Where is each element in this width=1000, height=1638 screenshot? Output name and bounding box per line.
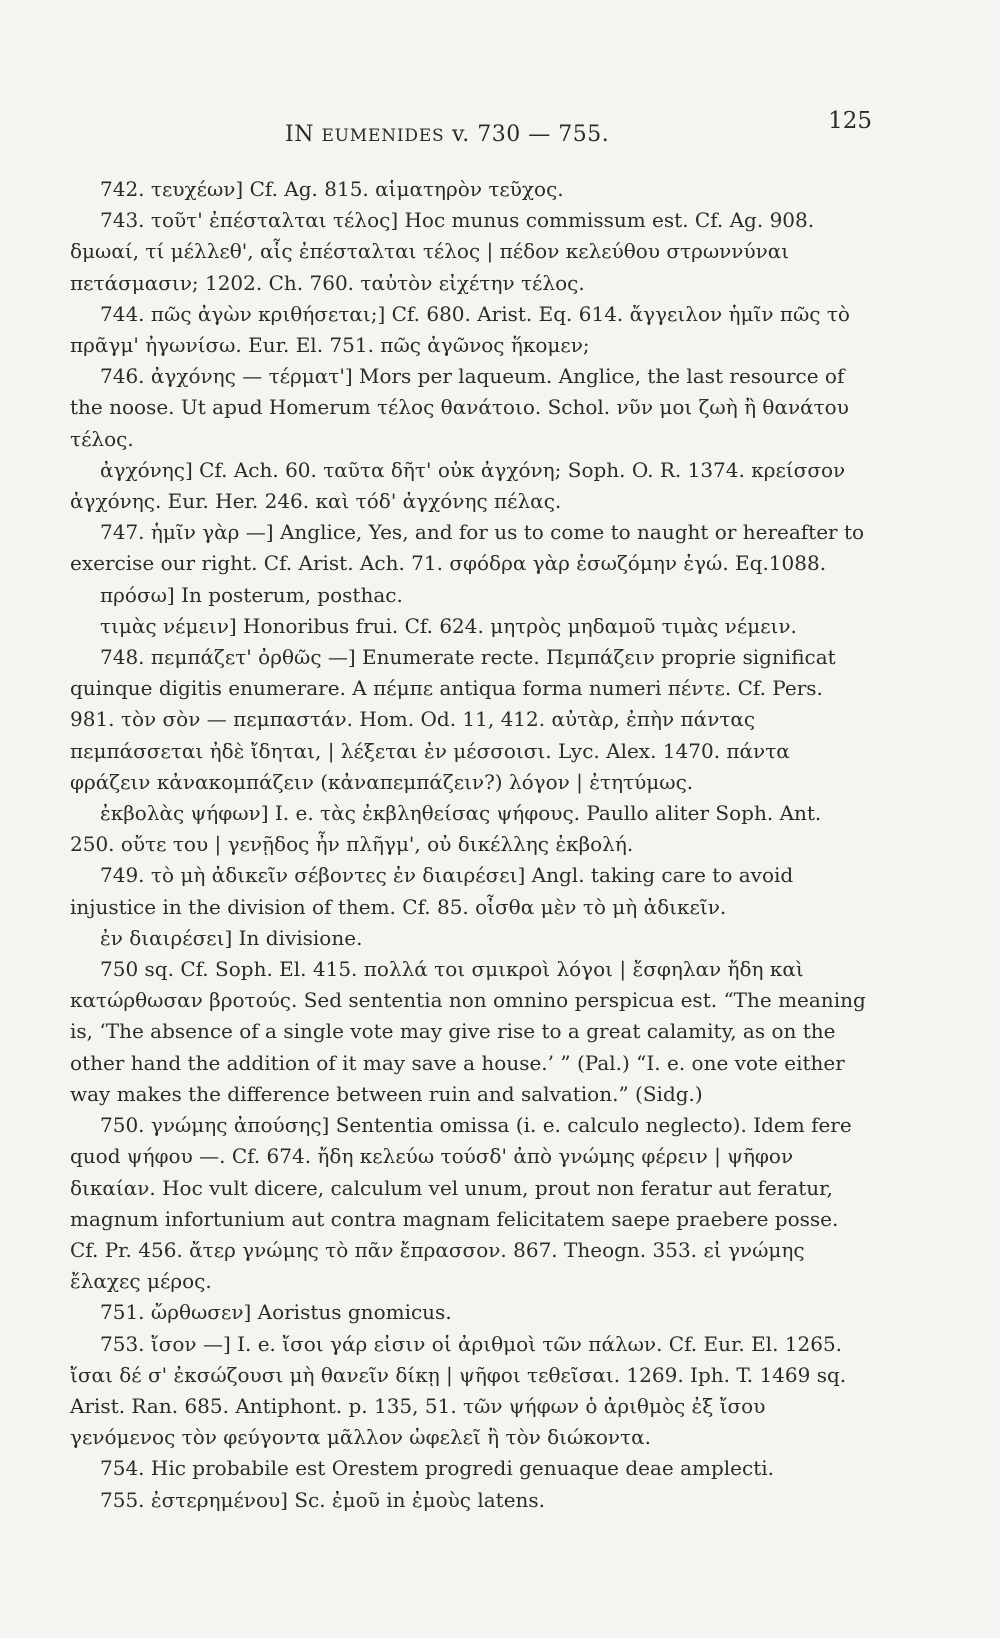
commentary-notes: [70, 174, 868, 1516]
running-title-work: EUMENIDES: [321, 126, 445, 146]
commentary-note: πρόσω] In posterum, posthac.: [100, 582, 403, 607]
commentary-note: 748. πεμπάζετ' ὀρθῶς —] Enumerate recte. Πεμπάζειν proprie significat quinque digitis enumerare. A πέμπε antiqua forma numeri πέντε. Cf. Pers. 981. τὸν σὸν — πεμπαστάν. Hom. Od. 11, 412. αὐτὰρ, ἐπὴν πάντας πεμπάσσεται ἠδὲ ἴδηται, | λέξεται ἐν μέσσοισι. Lyc. Alex. 1470. πάντα φράζειν κἀνακομπάζειν (κἀναπεμπάζειν?) λόγον | ἐτητύμως.: [70, 645, 836, 794]
running-title-prefix: IN: [285, 122, 314, 147]
running-title-verses: v. 730 — 755.: [451, 122, 610, 147]
commentary-note: 749. τὸ μὴ ἀδικεῖν σέβοντες ἐν διαιρέσει] Angl. taking care to avoid injustice in the division of them. Cf. 85. οἶσθα μὲν τὸ μὴ ἀδικεῖν.: [70, 863, 794, 919]
commentary-note: 746. ἀγχόνης — τέρματ'] Mors per laqueum. Anglice, the last resource of the noose. Ut apud Homerum τέλος θανάτοιο. Schol. νῦν μοι ζωὴ ἢ θανάτου τέλος.: [70, 364, 849, 451]
commentary-note: 742. τευχέων] Cf. Ag. 815. αἱματηρὸν τεῦχος.: [100, 177, 564, 201]
commentary-note: 750. γνώμης ἀπούσης] Sententia omissa (i. e. calculo neglecto). Idem fere quod ψήφου —. Cf. 674. ἤδη κελεύω τούσδ' ἀπὸ γνώμης φέρειν | ψῆφον δικαίαν. Hoc vult dicere, calculum vel unum, prout non feratur aut feratur, magnum infortunium aut contra magnam felicitatem saepe praebere posse. Cf. Pr. 456. ἄτερ γνώμης τὸ πᾶν ἔπρασσον. 867. Theogn. 353. εἰ γνώμης ἔλαχες μέρος.: [70, 1113, 852, 1294]
running-title: [285, 122, 609, 147]
commentary-note: 744. πῶς ἀγὼν κριθήσεται;] Cf. 680. Arist. Eq. 614. ἄγγειλον ἡμῖν πῶς τὸ πρᾶγμ' ἠγωνίσω. Eur. El. 751. πῶς ἀγῶνος ἥκομεν;: [70, 301, 850, 358]
commentary-note: 753. ἴσον —] I. e. ἴσοι γάρ εἰσιν οἱ ἀριθμοὶ τῶν πάλων. Cf. Eur. El. 1265. ἴσαι δέ σ' ἐκσώζουσι μὴ θανεῖν δίκῃ | ψῆφοι τεθεῖσαι. 1269. Iph. T. 1469 sq. Arist. Ran. 685. Antiphont. p. 135, 51. τῶν ψήφων ὁ ἀριθμὸς ἐξ ἴσου γενόμενος τὸν φεύγοντα μᾶλλον ὠφελεῖ ἢ τὸν διώκοντα.: [70, 1331, 847, 1450]
commentary-note: 755. ἐστερημένου] Sc. ἐμοῦ in ἐμοὺς latens.: [100, 1487, 546, 1512]
commentary-note: 754. Hic probabile est Orestem progredi genuaque deae amplecti.: [100, 1456, 774, 1481]
commentary-note: ἀγχόνης] Cf. Ach. 60. ταῦτα δῆτ' οὐκ ἀγχόνη; Soph. O. R. 1374. κρείσσον ἀγχόνης. Eur. Her. 246. καὶ τόδ' ἀγχόνης πέλας.: [70, 457, 846, 514]
commentary-note: 750 sq. Cf. Soph. El. 415. πολλά τοι σμικροὶ λόγοι | ἔσφηλαν ἤδη καὶ κατώρθωσαν βροτούς. Sed sententia non omnino perspicua est. “The meaning is, ‘The absence of a single vote may give rise to a great calamity, as on the other hand the addition of it may save a house.’ ” (Pal.) “I. e. one vote either way makes the difference between ruin and salvation.” (Sidg.): [70, 957, 866, 1106]
commentary-note: τιμὰς νέμειν] Honoribus frui. Cf. 624. μητρὸς μηδαμοῦ τιμὰς νέμειν.: [100, 613, 797, 638]
commentary-note: ἐκβολὰς ψήφων] I. e. τὰς ἐκβληθείσας ψήφους. Paullo aliter Soph. Ant. 250. οὔτε του | γενῇδος ἦν πλῆγμ', οὐ δικέλλης ἐκβολή.: [70, 801, 822, 857]
page-number: 125: [828, 108, 872, 134]
commentary-note: 747. ἡμῖν γὰρ —] Anglice, Yes, and for us to come to naught or hereafter to exercise our right. Cf. Arist. Ach. 71. σφόδρα γὰρ ἐσωζόμην ἐγώ. Eq.1088.: [70, 520, 865, 576]
running-head: [70, 108, 872, 152]
commentary-note: ἐν διαιρέσει] In divisione.: [100, 925, 363, 950]
commentary-note: 743. τοῦτ' ἐπέσταλται τέλος] Hoc munus commissum est. Cf. Ag. 908. δμωαί, τί μέλλεθ', αἷς ἐπέσταλται τέλος | πέδον κελεύθου στρωννύναι πετάσμασιν; 1202. Ch. 760. ταὐτὸν εἰχέτην τέλος.: [70, 208, 815, 295]
commentary-note: 751. ὤρθωσεν] Aoristus gnomicus.: [100, 1300, 452, 1325]
